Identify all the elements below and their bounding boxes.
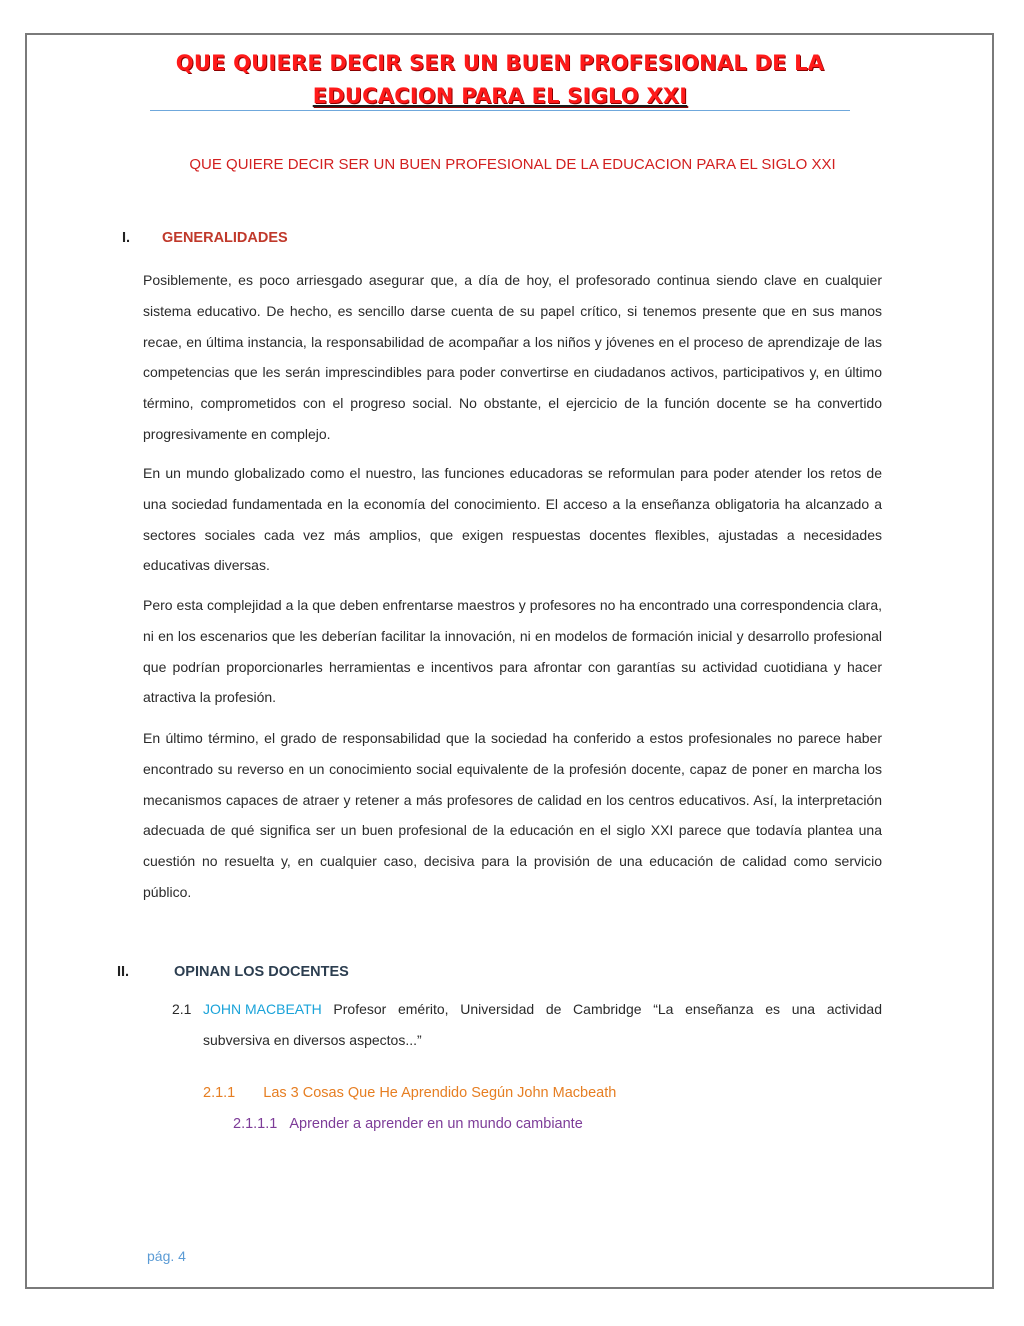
section-title: OPINAN LOS DOCENTES <box>174 964 349 980</box>
document-title-line-2: EDUCACION PARA EL SIGLO XXI <box>312 84 688 108</box>
heading-title: Las 3 Cosas Que He Aprendido Según John Macbeath <box>263 1085 617 1101</box>
line-word: enseñanza <box>685 1001 754 1017</box>
page-number: pág. 4 <box>147 1248 186 1264</box>
subsection-number: 2.1 <box>172 1001 192 1017</box>
line-word: es <box>765 1001 781 1017</box>
section-number: I. <box>122 230 131 246</box>
subsection-line-1 <box>203 994 882 1025</box>
line-word: de <box>545 1001 562 1017</box>
document-title-line-1: QUE QUIERE DECIR SER UN BUEN PROFESIONAL DE LA <box>175 51 825 75</box>
subsection-line-2: subversiva en diversos aspectos...” <box>203 1032 422 1048</box>
line-word: una <box>791 1001 816 1017</box>
section-title: GENERALIDADES <box>162 230 288 246</box>
person-name: JOHN MACBEATH <box>203 1001 322 1017</box>
line-word: actividad <box>826 1001 882 1017</box>
section-number: II. <box>117 964 130 980</box>
heading-number: 2.1.1 <box>203 1085 236 1101</box>
paragraph: En último término, el grado de responsabilidad que la sociedad ha conferido a estos profesionales no parece haber encontrado su reverso en un conocimiento social equivalente de la profesión docente, capaz de poner en marcha los mecanismos capaces de atraer y retener a más profesores de calidad en los centros educativos. Así, la interpretación adecuada de qué significa ser un buen profesional de la educación en el siglo XXI parece que todavía plantea una cuestión no resuelta y, en cualquier caso, decisiva para la provisión de una educación de calidad como servicio público. <box>143 730 882 900</box>
paragraph: Pero esta complejidad a la que deben enfrentarse maestros y profesores no ha encontrado una correspondencia clara, ni en los escenarios que les deberían facilitar la innovación, ni en modelos de formación inicial y desarrollo profesional que podrían proporcionarles herramientas e incentivos para afrontar con garantías su actividad cuotidiana y hacer atractiva la profesión. <box>143 597 882 706</box>
heading-2-1-1-1 <box>233 1116 583 1132</box>
line-word: Cambridge <box>573 1001 642 1017</box>
document-subtitle: QUE QUIERE DECIR SER UN BUEN PROFESIONAL DE LA EDUCACION PARA EL SIGLO XXI <box>189 156 836 173</box>
paragraph: Posiblemente, es poco arriesgado asegurar que, a día de hoy, el profesorado continua siendo clave en cualquier sistema educativo. De hecho, es sencillo darse cuenta de su papel crítico, si tenemos presente que en sus manos recae, en última instancia, la responsabilidad de acompañar a los niños y jóvenes en el proceso de aprendizaje de las competencias que les serán imprescindibles para poder convertirse en ciudadanos activos, participativos y, en último término, comprometidos con el progreso social. No obstante, el ejercicio de la función docente se ha convertido progresivamente en complejo. <box>143 272 882 442</box>
heading-2-1-1 <box>203 1085 616 1101</box>
title-rule <box>150 110 850 111</box>
heading-title: Aprender a aprender en un mundo cambiante <box>289 1116 583 1132</box>
paragraph: En un mundo globalizado como el nuestro, las funciones educadoras se reformulan para poder atender los retos de una sociedad fundamentada en la economía del conocimiento. El acceso a la enseñanza obligatoria ha alcanzado a sectores sociales cada vez más amplios, que exigen respuestas docentes flexibles, ajustadas a necesidades educativas diversas. <box>143 465 882 574</box>
line-word: emérito, <box>397 1001 449 1017</box>
line-word: Profesor <box>333 1001 387 1017</box>
line-word: Universidad <box>460 1001 535 1017</box>
heading-number: 2.1.1.1 <box>233 1116 278 1132</box>
line-word: “La <box>653 1001 674 1017</box>
